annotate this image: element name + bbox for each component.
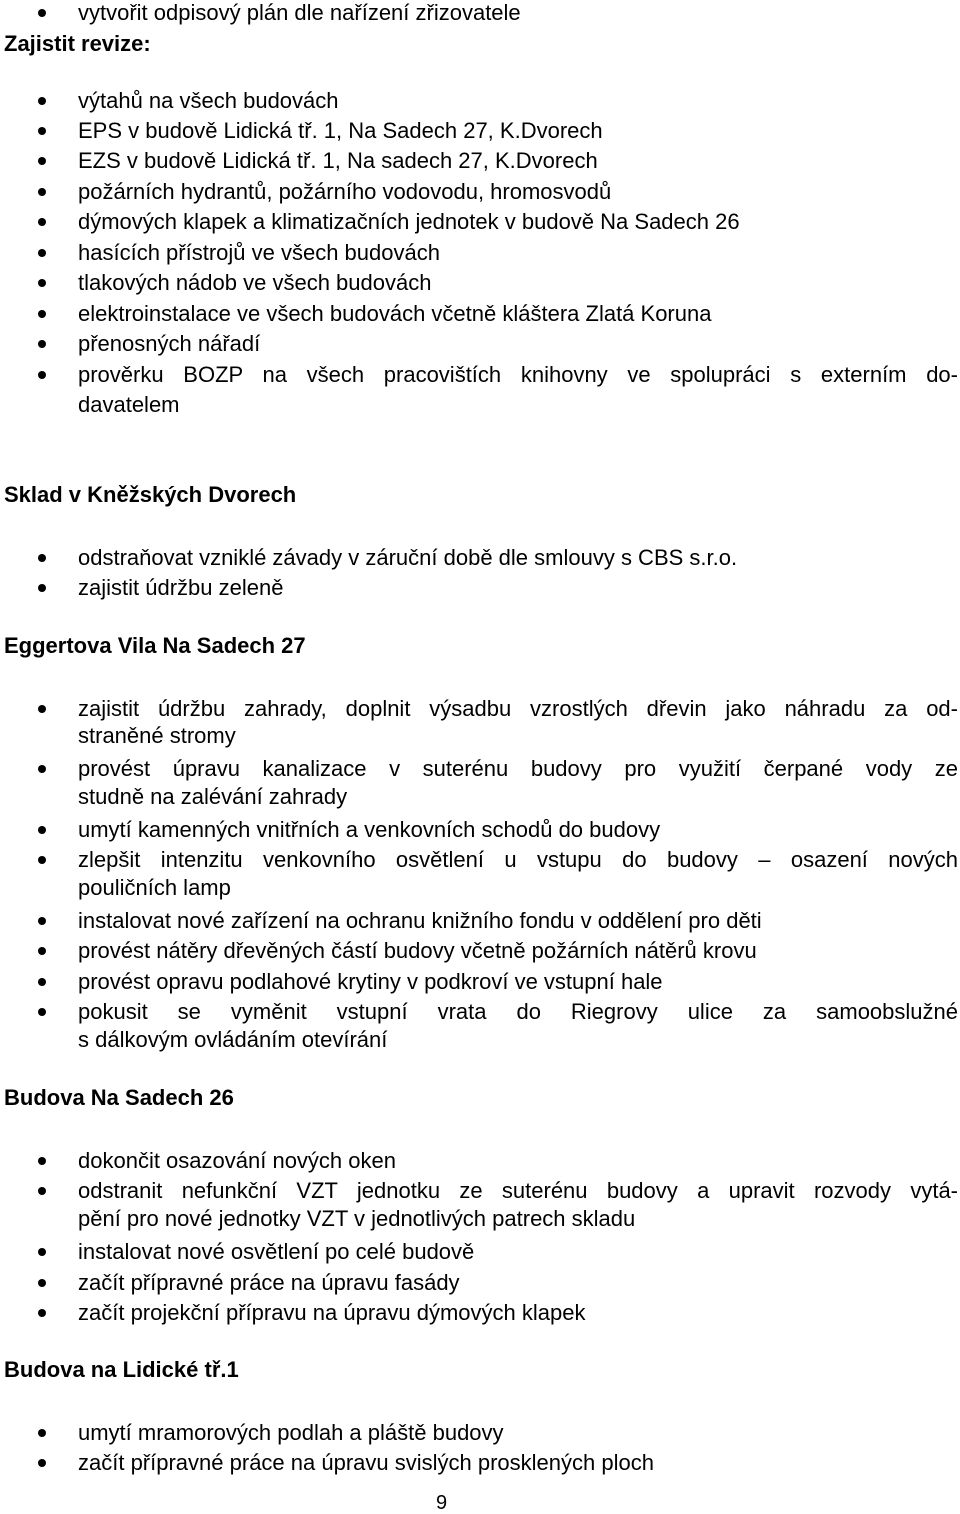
list-item-text-continued: s dálkovým ovládáním otevírání (78, 1027, 388, 1052)
list-item-text: prověrku BOZP na všech pracovištích knihovny ve spolupráci s externím do- (78, 362, 958, 387)
list-item-text: provést úpravu kanalizace v suterénu budovy pro využití čerpané vody ze (78, 756, 958, 781)
bullet-icon (38, 978, 46, 986)
list-item-text: provést nátěry dřevěných částí budovy včetně požárních nátěrů krovu (78, 938, 757, 963)
list-item-text: začít přípravné práce na úpravu svislých prosklených ploch (78, 1450, 654, 1475)
bullet-icon (38, 554, 46, 562)
list-item-text: provést opravu podlahové krytiny v podkroví ve vstupní hale (78, 969, 663, 994)
page-number: 9 (436, 1492, 448, 1514)
list-item-text: začít přípravné práce na úpravu fasády (78, 1270, 460, 1295)
bullet-icon (38, 157, 46, 165)
bullet-icon (38, 1008, 46, 1016)
section-heading: Budova Na Sadech 26 (4, 1085, 234, 1110)
bullet-icon (38, 340, 46, 348)
section-heading: Zajistit revize: (4, 31, 151, 56)
section-heading: Sklad v Kněžských Dvorech (4, 482, 297, 507)
list-item-text: dokončit osazování nových oken (78, 1148, 396, 1173)
bullet-icon (38, 249, 46, 257)
list-item-text: instalovat nové osvětlení po celé budově (78, 1239, 475, 1264)
list-item-text: začít projekční přípravu na úpravu dýmových klapek (78, 1300, 586, 1325)
bullet-icon (38, 1157, 46, 1165)
list-item-text-continued: studně na zalévání zahrady (78, 784, 348, 809)
list-item-text-continued: davatelem (78, 392, 180, 417)
section-heading: Budova na Lidické tř.1 (4, 1357, 239, 1382)
bullet-icon (38, 279, 46, 287)
list-item-text-continued: straněné stromy (78, 723, 236, 748)
list-item-text: přenosných nářadí (78, 331, 261, 356)
bullet-icon (38, 371, 46, 379)
list-item-text: tlakových nádob ve všech budovách (78, 270, 432, 295)
bullet-icon (38, 218, 46, 226)
bullet-icon (38, 856, 46, 864)
bullet-icon (38, 1187, 46, 1195)
bullet-icon (38, 1429, 46, 1437)
bullet-icon (38, 97, 46, 105)
bullet-icon (38, 826, 46, 834)
list-item-text: dýmových klapek a klimatizačních jednotek v budově Na Sadech 26 (78, 209, 740, 234)
list-item-text: zajistit údržbu zeleně (78, 575, 284, 600)
list-item-text: elektroinstalace ve všech budovách včetně kláštera Zlatá Koruna (78, 301, 712, 326)
list-item-text: požárních hydrantů, požárního vodovodu, hromosvodů (78, 179, 612, 204)
bullet-icon (38, 1248, 46, 1256)
list-item-text-continued: pění pro nové jednotky VZT v jednotlivých patrech skladu (78, 1206, 636, 1231)
list-item-text: zlepšit intenzitu venkovního osvětlení u vstupu do budovy – osazení nových (78, 847, 958, 872)
bullet-icon (38, 127, 46, 135)
bullet-icon (38, 584, 46, 592)
list-item-text: umytí mramorových podlah a pláště budovy (78, 1420, 504, 1445)
list-item-text: odstranit nefunkční VZT jednotku ze suterénu budovy a upravit rozvody vytá- (78, 1178, 958, 1203)
bullet-icon (38, 765, 46, 773)
list-item-text: instalovat nové zařízení na ochranu knižního fondu v oddělení pro děti (78, 908, 762, 933)
bullet-icon (38, 1459, 46, 1467)
section-heading: Eggertova Vila Na Sadech 27 (4, 633, 306, 658)
list-item-text: EZS v budově Lidická tř. 1, Na sadech 27, K.Dvorech (78, 148, 598, 173)
list-item-text: umytí kamenných vnitřních a venkovních schodů do budovy (78, 817, 661, 842)
list-item-text: pokusit se vyměnit vstupní vrata do Riegrovy ulice za samoobslužné (78, 999, 958, 1024)
list-item-text-continued: pouličních lamp (78, 875, 231, 900)
bullet-icon (38, 188, 46, 196)
list-item-text: výtahů na všech budovách (78, 88, 339, 113)
list-item-text: hasících přístrojů ve všech budovách (78, 240, 440, 265)
list-item-text: zajistit údržbu zahrady, doplnit výsadbu vzrostlých dřevin jako náhradu za od- (78, 696, 958, 721)
list-item-text: odstraňovat vzniklé závady v záruční době dle smlouvy s CBS s.r.o. (78, 545, 738, 570)
bullet-icon (38, 310, 46, 318)
bullet-icon (38, 1279, 46, 1287)
bullet-icon (38, 1309, 46, 1317)
list-item-text: vytvořit odpisový plán dle nařízení zřizovatele (78, 0, 521, 25)
list-item-text: EPS v budově Lidická tř. 1, Na Sadech 27, K.Dvorech (78, 118, 603, 143)
bullet-icon (38, 947, 46, 955)
bullet-icon (38, 705, 46, 713)
bullet-icon (38, 917, 46, 925)
bullet-icon (38, 9, 46, 17)
